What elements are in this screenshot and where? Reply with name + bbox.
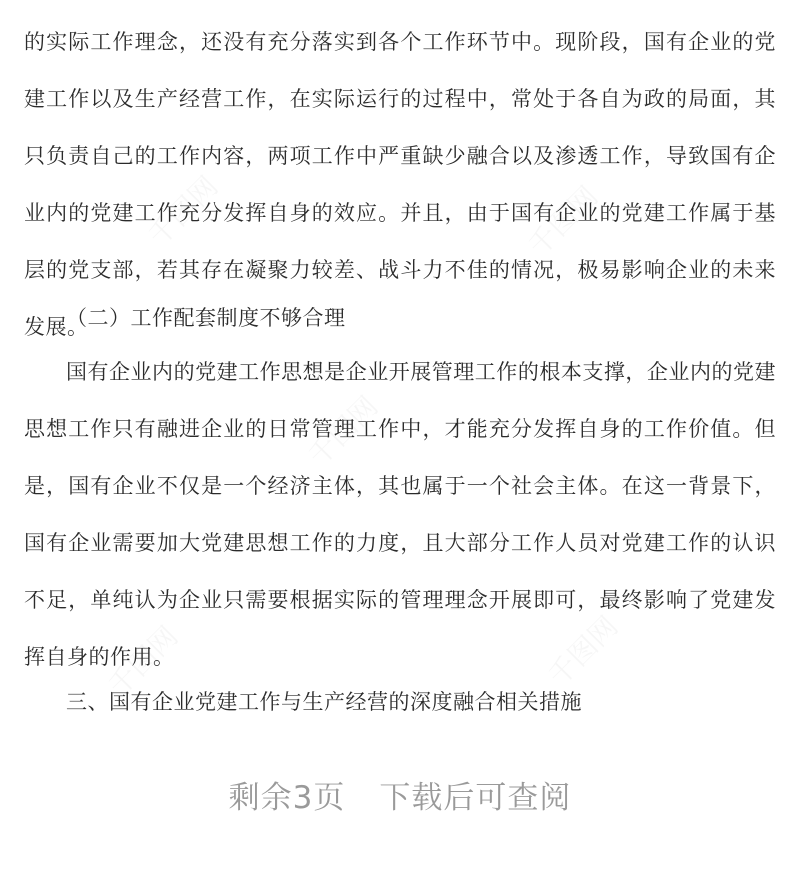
download-prompt-label: 下载后可查阅	[379, 780, 572, 816]
download-to-read-more-link[interactable]	[0, 772, 800, 817]
remaining-pages-label: 剩余3页	[228, 780, 346, 816]
section-heading: 三、国有企业党建工作与生产经营的深度融合相关措施	[66, 690, 582, 714]
body-paragraph: 国有企业内的党建工作思想是企业开展管理工作的根本支撑，企业内的党建思想工作只有融进企业的日常管理工作中，才能充分发挥自身的工作价值。但是，国有企业不仅是一个经济主体，其也属于一个社会主体。在这一背景下，国有企业需要加大党建思想工作的力度，且大部分工作人员对党建工作的认识不足，单纯认为企业只需要根据实际的管理理念开展即可，最终影响了党建发挥自身的作用。	[24, 360, 776, 669]
body-paragraph: 的实际工作理念，还没有充分落实到各个工作环节中。现阶段，国有企业的党建工作以及生产经营工作，在实际运行的过程中，常处于各自为政的局面，其只负责自己的工作内容，两项工作中严重缺少融合以及渗透工作，导致国有企业内的党建工作充分发挥自身的效应。并且，由于国有企业的党建工作属于基层的党支部，若其存在凝聚力较差、战斗力不佳的情况，极易影响企业的未来发展。	[24, 30, 776, 339]
section-heading: （二）工作配套制度不够合理	[66, 306, 346, 330]
